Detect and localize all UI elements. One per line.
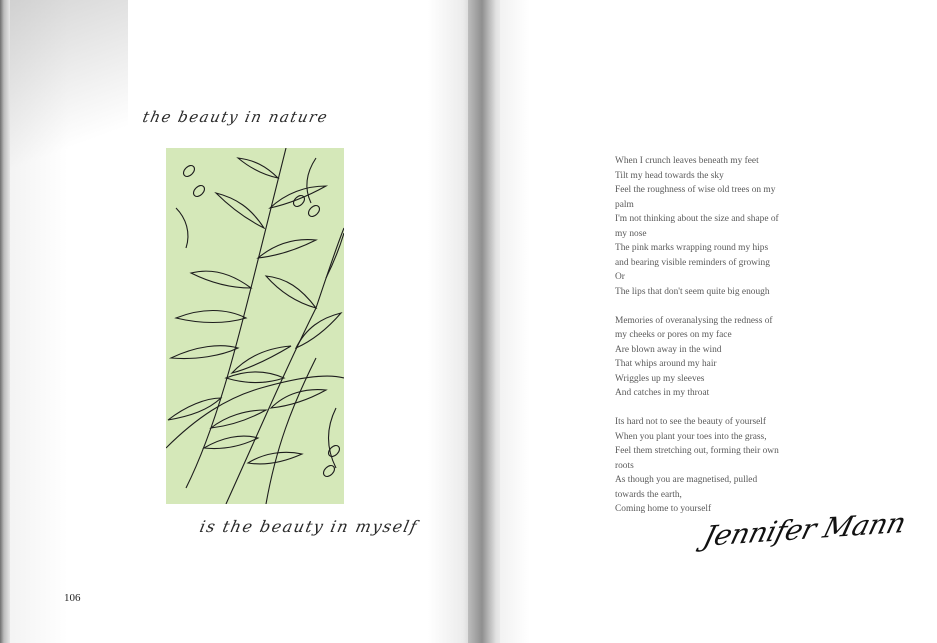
page-number: 106 [64,592,81,604]
poem-line: my nose [615,228,647,239]
stanza-break [615,401,805,416]
poem-line: When you plant your toes into the grass, [615,431,767,442]
illustration-title-bottom: is the beauty in myself [197,517,420,536]
poem-line: The lips that don't seem quite big enough [615,286,770,297]
poem-line: palm [615,199,634,210]
author-signature: Jennifer Mann [699,506,910,553]
poem-line: Feel the roughness of wise old trees on my [615,185,776,195]
poem-line: Are blown away in the wind [615,344,722,355]
poem-line: I'm not thinking about the size and shape of [615,214,779,224]
poem-line: Memories of overanalysing the redness of [615,315,773,326]
poem-line: Coming home to yourself [615,504,712,514]
poem-line: Feel them stretching out, forming their own [615,446,779,456]
fern-drawing-icon [166,148,344,504]
poem-text [615,154,805,517]
poem-line: roots [615,460,634,471]
page-edge [0,0,10,643]
poem-line: my cheeks or pores on my face [615,330,732,340]
illustration-title-top: the beauty in nature [141,108,331,126]
poem-line: towards the earth, [615,489,682,500]
poem-line: The pink marks wrapping round my hips [615,243,769,253]
poem-line: And catches in my throat [615,388,710,398]
stanza-break [615,299,805,314]
fern-leaves-illustration [166,148,344,504]
poem-line: Wriggles up my sleeves [615,373,705,384]
poem-line: Its hard not to see the beauty of yourself [615,417,766,427]
poem-line: That whips around my hair [615,359,717,369]
poem-line: As though you are magnetised, pulled [615,475,758,485]
poem-line: When I crunch leaves beneath my feet [615,156,759,166]
poem-line: Or [615,272,625,282]
poem-line: and bearing visible reminders of growing [615,257,770,268]
poem-line: Tilt my head towards the sky [615,170,724,181]
